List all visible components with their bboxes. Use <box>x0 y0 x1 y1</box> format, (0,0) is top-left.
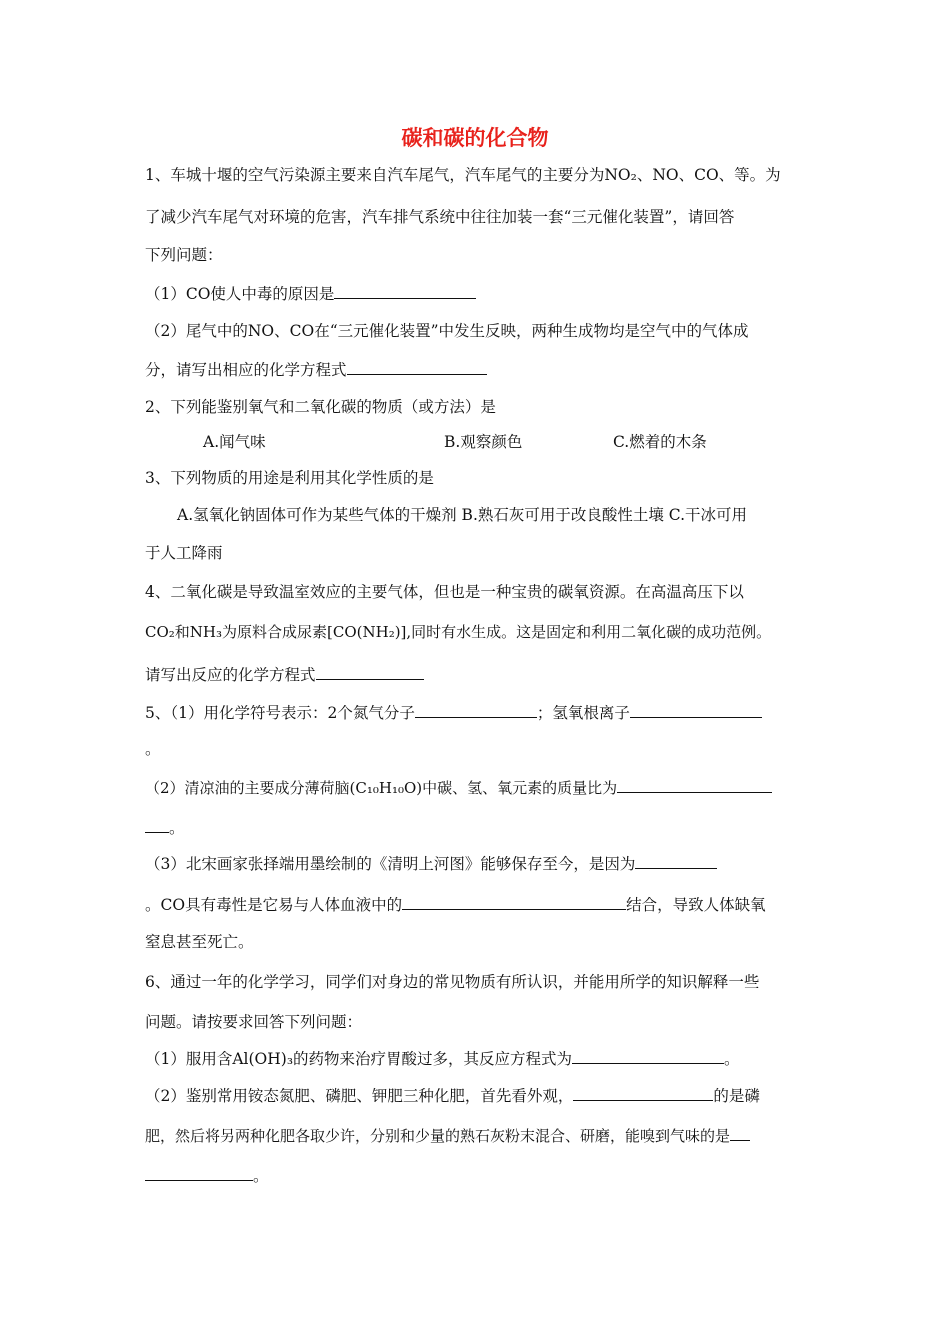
q6-part-1 <box>145 1048 740 1069</box>
q6-part-1-text: （1）服用含Al(OH)₃的药物来治疗胃酸过多，其反应方程式为 <box>145 1050 573 1068</box>
q6-part-2-line-2 <box>145 1125 750 1146</box>
answer-blank[interactable] <box>334 283 476 299</box>
q6-part-2-end: 。 <box>253 1167 269 1185</box>
q1-line-2: 了减少汽车尾气对环境的危害，汽车排气系统中往往加装一套“三元催化装置”，请回答 <box>145 208 735 226</box>
answer-blank[interactable] <box>617 777 772 793</box>
q1-part-2-text: 分，请写出相应的化学方程式 <box>145 361 347 379</box>
q6-line-1: 6、通过一年的化学学习，同学们对身边的常见物质有所认识，并能用所学的知识解释一些 <box>145 973 760 991</box>
q5-part-2 <box>145 777 772 798</box>
q4-line-3-text: 请写出反应的化学方程式 <box>145 666 316 684</box>
q2-option-c: C.燃着的木条 <box>613 433 707 451</box>
q5-part-2-cont <box>145 817 185 838</box>
answer-blank[interactable] <box>145 817 169 833</box>
page-title: 碳和碳的化合物 <box>401 126 549 150</box>
answer-blank[interactable] <box>402 894 626 910</box>
q1-line-3: 下列问题： <box>145 246 223 264</box>
q5-part-3-text-c: 结合，导致人体缺氧 <box>626 896 766 914</box>
q6-part-1-end: 。 <box>724 1050 740 1068</box>
q6-part-2-text-c: 肥，然后将另两种化肥各取少许，分别和少量的熟石灰粉末混合、研磨，能嗅到气味的是 <box>145 1127 731 1145</box>
q3-options-cont: 于人工降雨 <box>145 544 223 562</box>
q4-line-1: 4、二氧化碳是导致温室效应的主要气体，但也是一种宝贵的碳氧资源。在高温高压下以 <box>145 583 744 601</box>
q5-part-1 <box>145 702 762 723</box>
q5-part-1-text: 5、（1）用化学符号表示：2个氮气分子 <box>145 704 415 722</box>
q6-part-2-line-3 <box>145 1165 269 1186</box>
answer-blank[interactable] <box>145 1165 253 1181</box>
q1-line-1: 1、车城十堰的空气污染源主要来自汽车尾气，汽车尾气的主要分为NO₂、NO、CO、等。为 <box>145 166 781 184</box>
q6-part-2-text-b: 的是磷 <box>713 1087 760 1105</box>
q5-part-1-text-b: ；氢氧根离子 <box>536 704 630 722</box>
q1-part-2-line-1: （2）尾气中的NO、CO在“三元催化装置”中发生反映，两种生成物均是空气中的气体成 <box>145 322 749 340</box>
q5-part-3-line-2 <box>145 894 766 915</box>
q4-line-2: CO₂和NH₃为原料合成尿素[CO(NH₂)],同时有水生成。这是固定和利用二氧化碳的成功范例。 <box>145 623 772 641</box>
answer-blank[interactable] <box>316 664 424 680</box>
q5-part-2-text: （2）清凉油的主要成分薄荷脑(C₁₀H₁₀O)中碳、氢、氧元素的质量比为 <box>145 779 618 797</box>
q2-stem: 2、下列能鉴别氧气和二氧化碳的物质（或方法）是 <box>145 398 496 416</box>
q6-line-2: 问题。请按要求回答下列问题： <box>145 1013 363 1031</box>
q6-part-2 <box>145 1085 760 1106</box>
q5-part-2-end: 。 <box>169 819 185 837</box>
answer-blank[interactable] <box>635 853 717 869</box>
q1-part-2-line-2 <box>145 359 487 380</box>
answer-blank[interactable] <box>572 1048 724 1064</box>
q1-part-1 <box>145 283 476 304</box>
q5-part-3-text-b: 。CO具有毒性是它易与人体血液中的 <box>145 896 403 914</box>
answer-blank[interactable] <box>415 702 537 718</box>
q2-option-a: A.闻气味 <box>203 433 266 451</box>
q5-part-3-line-3: 窒息甚至死亡。 <box>145 933 254 951</box>
answer-blank[interactable] <box>573 1085 713 1101</box>
q5-part-3-text: （3）北宋画家张择端用墨绘制的《清明上河图》能够保存至今，是因为 <box>145 855 636 873</box>
q5-part-3 <box>145 853 717 874</box>
q4-line-3 <box>145 664 424 685</box>
answer-blank[interactable] <box>630 702 762 718</box>
q6-part-2-text: （2）鉴别常用铵态氮肥、磷肥、钾肥三种化肥，首先看外观， <box>145 1087 574 1105</box>
q3-stem: 3、下列物质的用途是利用其化学性质的是 <box>145 469 434 487</box>
q5-part-1-end: 。 <box>145 740 161 758</box>
answer-blank[interactable] <box>730 1125 750 1141</box>
answer-blank[interactable] <box>347 359 487 375</box>
q2-option-b: B.观察颜色 <box>444 433 523 451</box>
q1-part-1-text: （1）CO使人中毒的原因是 <box>145 285 335 303</box>
q3-options: A.氢氧化钠固体可作为某些气体的干燥剂 B.熟石灰可用于改良酸性土壤 C.干冰可用 <box>177 506 748 524</box>
